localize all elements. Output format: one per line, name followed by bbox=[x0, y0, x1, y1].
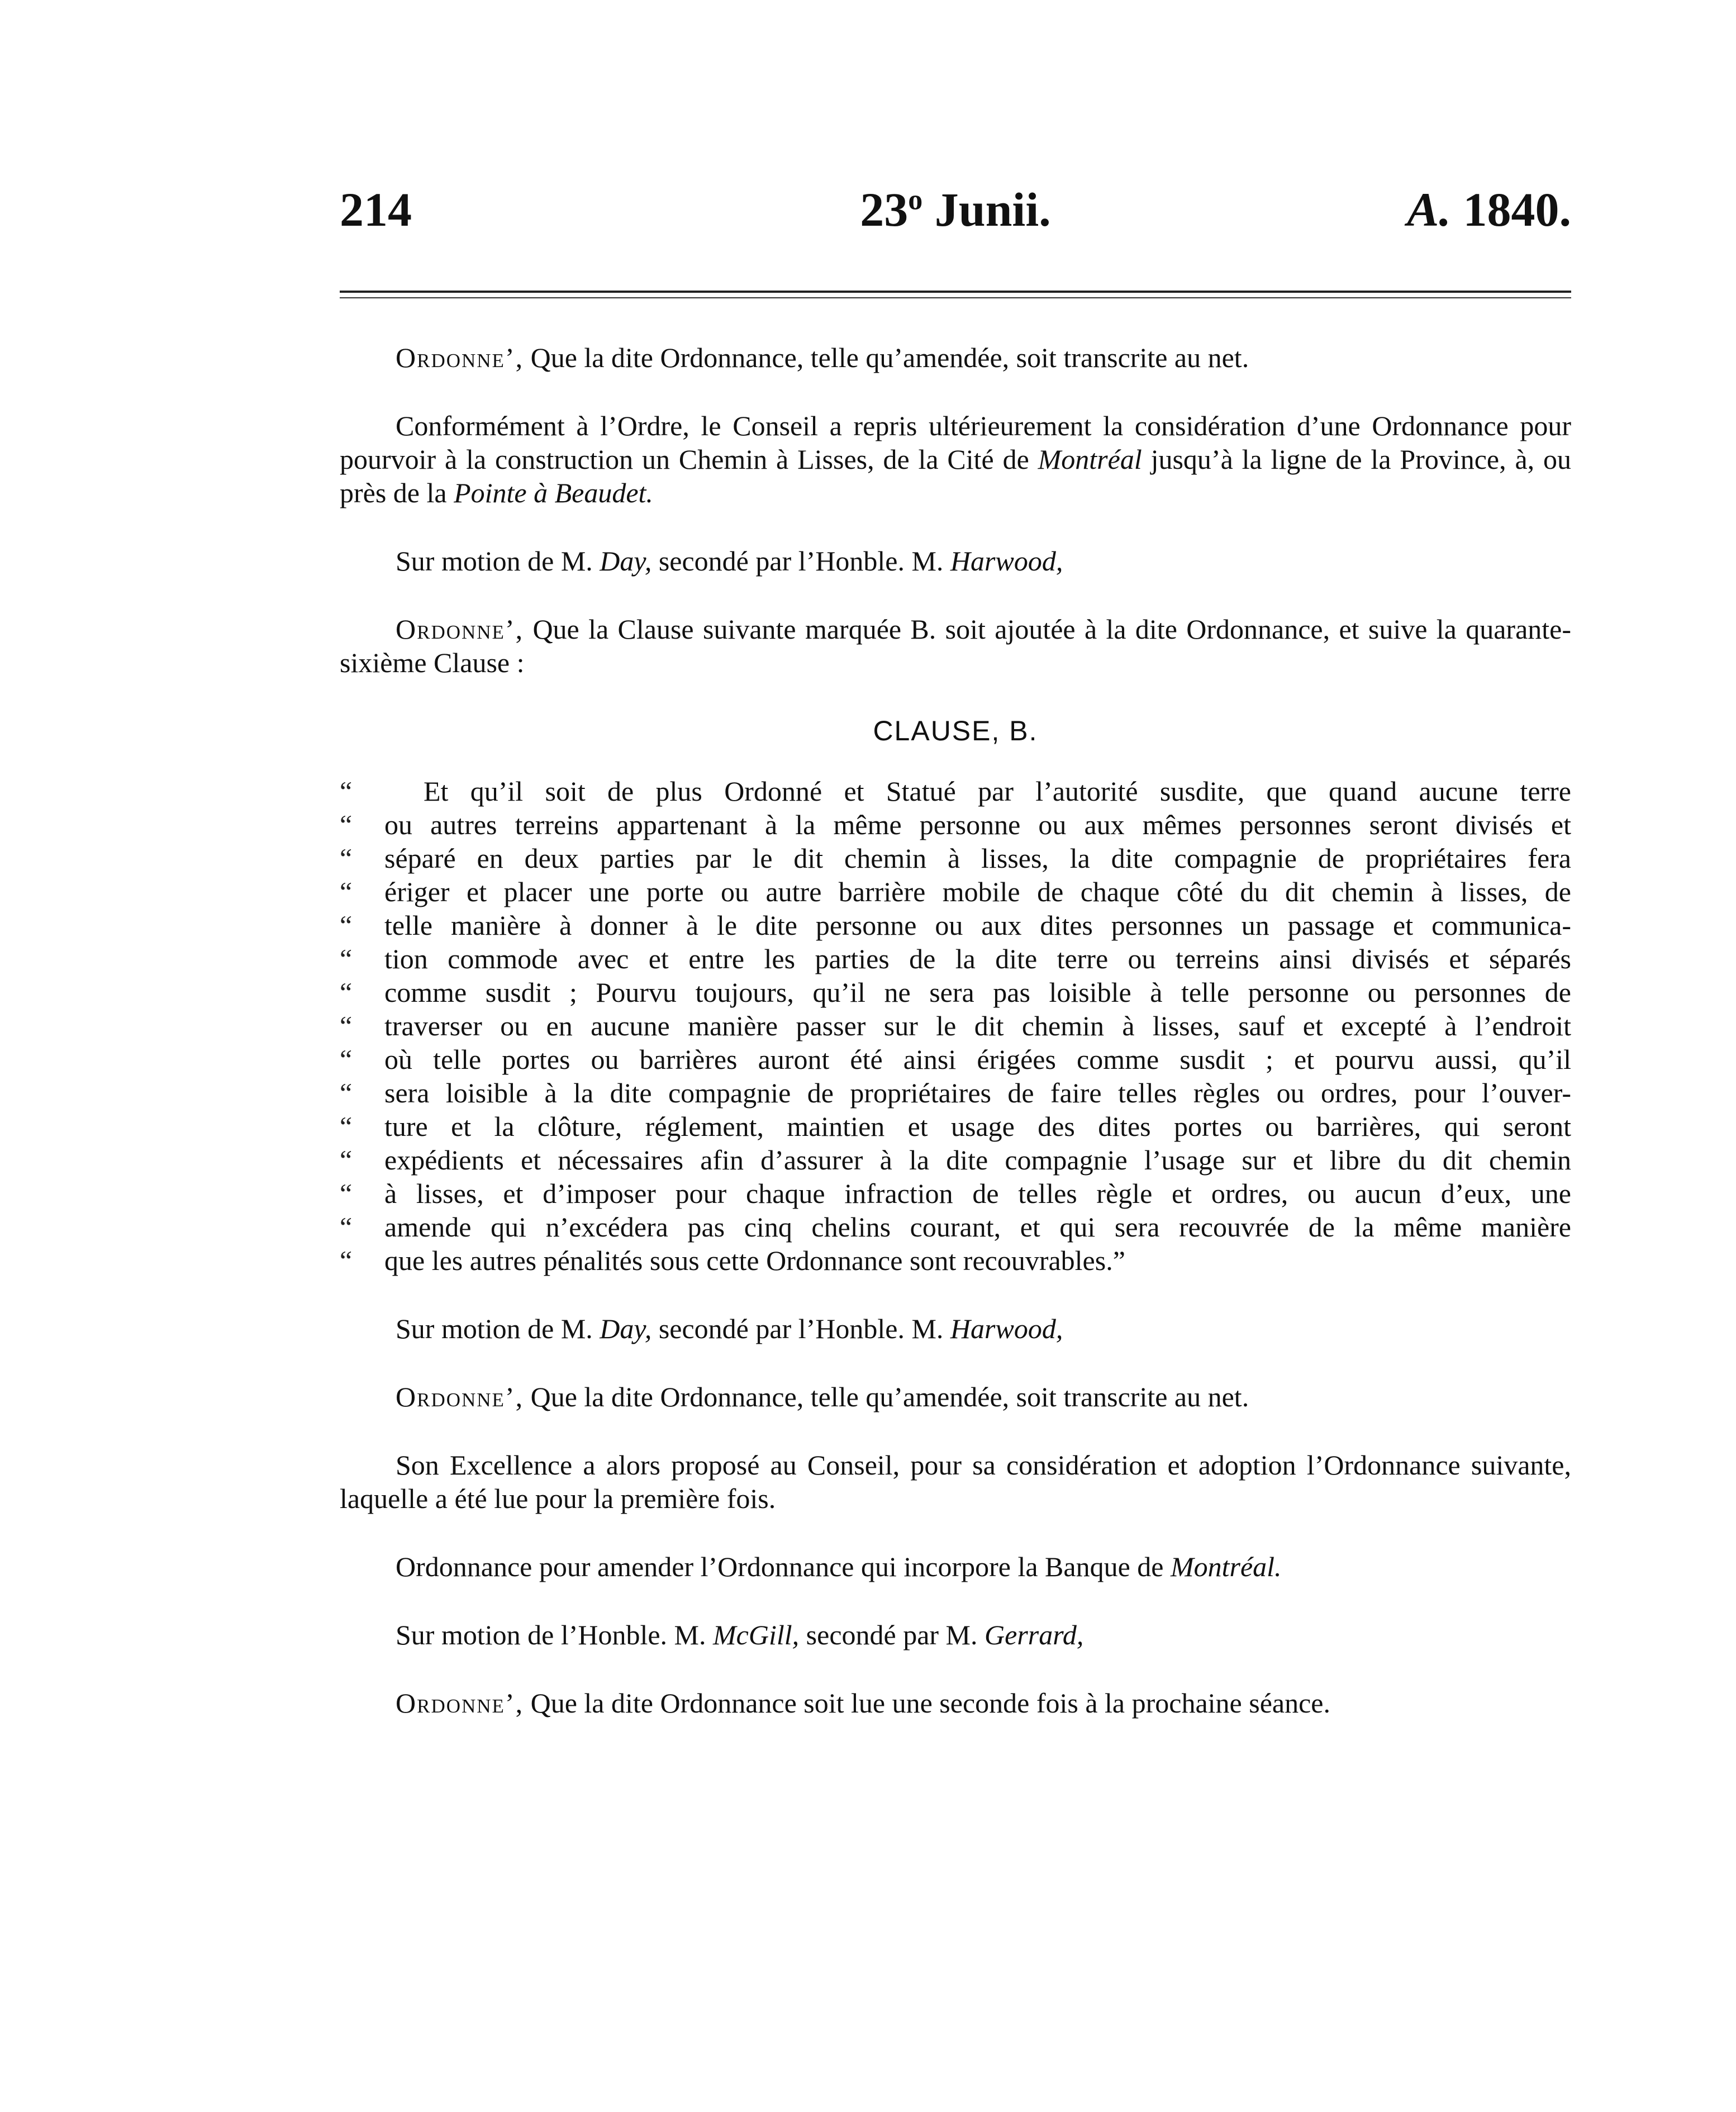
running-header bbox=[340, 182, 1571, 243]
header-rule-thin bbox=[340, 297, 1571, 298]
paragraph-motion: Sur motion de M. Day, secondé par l’Honble. M. Harwood, bbox=[396, 545, 1063, 577]
header-date: 23$^o$ Junii. bbox=[860, 183, 1051, 236]
clause-line: “ comme susdit ; Pourvu toujours, qu’il ne sera pas loisible à telle personne ou personnes de bbox=[340, 977, 1571, 1008]
clause-line: “ à lisses, et d’imposer pour chaque infraction de telles règle et ordres, ou aucun d’eux, une bbox=[340, 1178, 1571, 1209]
clause-quote bbox=[340, 774, 1571, 1277]
header-rule bbox=[340, 291, 1571, 303]
clause-line: “ traverser ou en aucune manière passer sur le dit chemin à lisses, sauf et excepté à l’endroit bbox=[340, 1010, 1571, 1041]
paragraph-consideration: Conformément à l’Ordre, le Conseil a repris ultérieurement la considération d’une Ordonnance pour pourvoir à la construction un Chemin à Lisses, de la Cité de Montréal jusqu’à la ligne de la Province, à, ou près de la Pointe à Beaudet. bbox=[340, 410, 1571, 508]
paragraph-bank-ordinance: Ordonnance pour amender l’Ordonnance qui incorpore la Banque de Montréal. bbox=[396, 1551, 1282, 1582]
paragraph-order-second-reading: Ordonne’, Que la dite Ordonnance soit lue une seconde fois à la prochaine séance. bbox=[396, 1687, 1330, 1719]
clause-title: CLAUSE, B. bbox=[873, 715, 1038, 746]
paragraph-order-transcribe: Ordonne’, Que la dite Ordonnance, telle qu’amendée, soit transcrite au net. bbox=[396, 342, 1249, 373]
clause-line: “ où telle portes ou barrières auront été ainsi érigées comme susdit ; et pourvu aussi, qu’il bbox=[340, 1044, 1571, 1075]
clause-line: “ ou autres terreins appartenant à la même personne ou aux mêmes personnes seront divisés et bbox=[340, 809, 1571, 840]
clause-line: “ ériger et placer une porte ou autre barrière mobile de chaque côté du dit chemin à lisses, de bbox=[340, 876, 1571, 907]
page-number: 214 bbox=[340, 183, 412, 236]
page-body bbox=[340, 341, 1571, 1754]
clause-line: “ sera loisible à la dite compagnie de propriétaires de faire telles règles ou ordres, pour l’ouver- bbox=[340, 1077, 1571, 1109]
clause-line: “ tion commode avec et entre les parties de la dite terre ou terreins ainsi divisés et séparés bbox=[340, 943, 1571, 974]
clause-line: “ séparé en deux parties par le dit chemin à lisses, la dite compagnie de propriétaires fera bbox=[340, 843, 1571, 874]
paragraph-order-transcribe-2: Ordonne’, Que la dite Ordonnance, telle qu’amendée, soit transcrite au net. bbox=[396, 1381, 1249, 1412]
clause-line: “ ture et la clôture, réglement, maintien et usage des dites portes ou barrières, qui seront bbox=[340, 1111, 1571, 1142]
header-year: A. 1840. bbox=[1407, 183, 1571, 236]
paragraph-order-clause: Ordonne’, Que la Clause suivante marquée B. soit ajoutée à la dite Ordonnance, et suive la quarante-sixième Clause : bbox=[340, 613, 1571, 678]
paragraph-motion-3: Sur motion de l’Honble. M. McGill, secondé par M. Gerrard, bbox=[396, 1619, 1084, 1650]
clause-line: “ telle manière à donner à le dite personne ou aux dites personnes un passage et communica- bbox=[340, 910, 1571, 941]
clause-line: “ expédients et nécessaires afin d’assurer à la dite compagnie l’usage sur et libre du dit chemin bbox=[340, 1144, 1571, 1176]
clause-line: “ Et qu’il soit de plus Ordonné et Statué par l’autorité susdite, que quand aucune terre bbox=[340, 776, 1571, 807]
clause-line: “ amende qui n’excédera pas cinq chelins courant, et qui sera recouvrée de la même manière bbox=[340, 1211, 1571, 1243]
header-rule-thick bbox=[340, 291, 1571, 293]
paragraph-motion-2: Sur motion de M. Day, secondé par l’Honble. M. Harwood, bbox=[396, 1313, 1063, 1344]
clause-line: “ que les autres pénalités sous cette Ordonnance sont recouvrables.” bbox=[340, 1245, 1125, 1276]
paragraph-excellence: Son Excellence a alors proposé au Conseil, pour sa considération et adoption l’Ordonnance suivante, laquelle a été lue pour la première fois. bbox=[340, 1449, 1571, 1514]
